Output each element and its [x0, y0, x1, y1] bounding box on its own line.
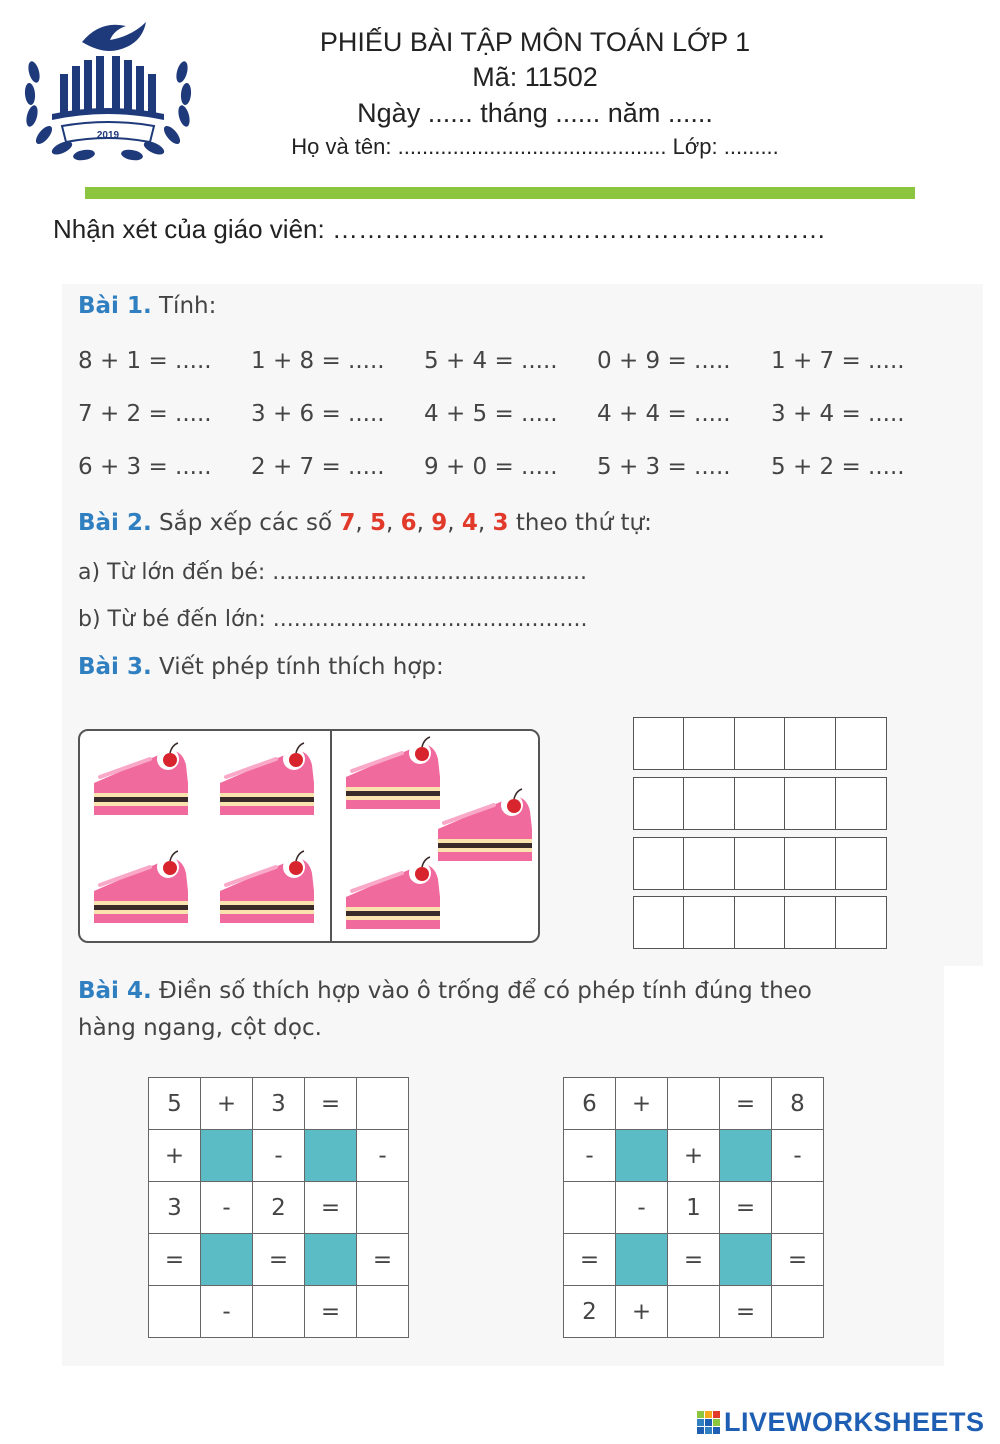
- grid-cell: =: [720, 1286, 772, 1338]
- calc-item: 6 + 3 = .....: [78, 454, 212, 480]
- calc-item: 4 + 5 = .....: [424, 401, 558, 427]
- exercise-4-text: Điền số thích hợp vào ô trống để có phép tính đúng theo: [159, 978, 812, 1004]
- exercise-4-heading: [78, 978, 812, 1004]
- exercise-3-text: Viết phép tính thích hợp:: [159, 654, 444, 680]
- calc-item: 1 + 8 = .....: [251, 348, 385, 374]
- exercise-3-number: Bài 3.: [78, 654, 152, 680]
- grid-row: [564, 1130, 824, 1182]
- cake-icon: [220, 743, 314, 815]
- answer-cell[interactable]: [633, 777, 685, 830]
- sort-number: 3: [492, 510, 509, 536]
- answer-cell[interactable]: [734, 896, 786, 949]
- calc-item: 4 + 4 = .....: [597, 401, 731, 427]
- grid-cell: 2: [253, 1182, 305, 1234]
- brand-text: LIVEWORKSHEETS: [724, 1407, 985, 1437]
- exercise-3-heading: [78, 654, 444, 680]
- grid-cell: 1: [668, 1182, 720, 1234]
- grid-cell: -: [772, 1130, 824, 1182]
- grid-cell: -: [201, 1182, 253, 1234]
- shaded-cell: [305, 1130, 357, 1182]
- grid-cell: =: [305, 1286, 357, 1338]
- answer-cell[interactable]: [683, 837, 735, 890]
- shaded-cell: [201, 1234, 253, 1286]
- answer-cell[interactable]: [633, 896, 685, 949]
- blank-answer-cell[interactable]: [772, 1286, 824, 1338]
- grid-row: [149, 1130, 409, 1182]
- calc-item: 7 + 2 = .....: [78, 401, 212, 427]
- blank-answer-cell[interactable]: [253, 1286, 305, 1338]
- shaded-cell: [720, 1234, 772, 1286]
- grid-cell: =: [305, 1182, 357, 1234]
- teacher-comment-line: Nhận xét của giáo viên: …………………………………………………: [53, 214, 826, 244]
- sort-ascending-line: b) Từ bé đến lớn: .............................................: [78, 607, 588, 632]
- header-divider: [85, 187, 915, 199]
- grid-row: [564, 1182, 824, 1234]
- answer-cell[interactable]: [784, 896, 836, 949]
- blank-answer-cell[interactable]: [668, 1286, 720, 1338]
- answer-cell[interactable]: [835, 777, 887, 830]
- answer-row: [634, 777, 887, 830]
- grid-cell: -: [253, 1130, 305, 1182]
- book-icon: [52, 56, 164, 120]
- grid-cell: 6: [564, 1078, 616, 1130]
- grid-cell: +: [149, 1130, 201, 1182]
- dove-icon: [82, 22, 146, 51]
- crossword-grid-2: [563, 1077, 824, 1338]
- blank-answer-cell[interactable]: [149, 1286, 201, 1338]
- shaded-cell: [616, 1130, 668, 1182]
- calc-item: 8 + 1 = .....: [78, 348, 212, 374]
- shaded-cell: [305, 1234, 357, 1286]
- grid-cell: -: [564, 1130, 616, 1182]
- cake-icon: [220, 851, 314, 923]
- calc-item: 0 + 9 = .....: [597, 348, 731, 374]
- answer-cell[interactable]: [784, 837, 836, 890]
- calc-item: 9 + 0 = .....: [424, 454, 558, 480]
- worksheet-code: Mã: 11502: [472, 62, 598, 92]
- cake-icon: [94, 851, 188, 923]
- sort-number: 9: [431, 510, 448, 536]
- liveworksheets-brand: [697, 1407, 985, 1438]
- answer-cell[interactable]: [784, 777, 836, 830]
- answer-cell[interactable]: [683, 777, 735, 830]
- answer-cell[interactable]: [835, 717, 887, 770]
- grid-cell: =: [253, 1234, 305, 1286]
- sort-number: 6: [400, 510, 417, 536]
- grid-cell: =: [305, 1078, 357, 1130]
- calc-item: 2 + 7 = .....: [251, 454, 385, 480]
- exercise-1-heading: [78, 293, 216, 319]
- grid-cell: +: [616, 1078, 668, 1130]
- sort-descending-line: a) Từ lớn đến bé: .............................................: [78, 560, 587, 585]
- grid-row: [149, 1234, 409, 1286]
- grid-row: [149, 1182, 409, 1234]
- grid-cell: 3: [253, 1078, 305, 1130]
- blank-answer-cell[interactable]: [772, 1182, 824, 1234]
- calc-item: 1 + 7 = .....: [771, 348, 905, 374]
- grid-cell: +: [668, 1130, 720, 1182]
- answer-cell[interactable]: [683, 717, 735, 770]
- grid-cell: 5: [149, 1078, 201, 1130]
- answer-cell[interactable]: [784, 717, 836, 770]
- grid-row: [149, 1286, 409, 1338]
- answer-cell[interactable]: [835, 837, 887, 890]
- calc-item: 5 + 3 = .....: [597, 454, 731, 480]
- grid-cell: =: [668, 1234, 720, 1286]
- exercise-4-number: Bài 4.: [78, 978, 152, 1004]
- answer-row: [634, 837, 887, 890]
- grid-cell: 8: [772, 1078, 824, 1130]
- grid-row: [564, 1078, 824, 1130]
- grid-cell: -: [616, 1182, 668, 1234]
- grid-cell: 2: [564, 1286, 616, 1338]
- exercise-1-number: Bài 1.: [78, 293, 152, 319]
- blank-answer-cell[interactable]: [357, 1286, 409, 1338]
- cake-icon: [438, 789, 532, 861]
- answer-cell[interactable]: [633, 837, 685, 890]
- grid-cell: -: [201, 1286, 253, 1338]
- logo-year: 2019: [96, 130, 120, 141]
- grid-row: [149, 1078, 409, 1130]
- answer-cell[interactable]: [734, 717, 786, 770]
- cake-illustration: [80, 733, 540, 941]
- name-class-line: Họ và tên: ............................................ Lớp: .........: [291, 134, 779, 159]
- worksheet-title: PHIẾU BÀI TẬP MÔN TOÁN LỚP 1: [319, 27, 751, 57]
- calc-item: 3 + 4 = .....: [771, 401, 905, 427]
- date-line: Ngày ...... tháng ...... năm ......: [357, 98, 713, 128]
- grid-cell: +: [616, 1286, 668, 1338]
- exercise-2-tail: theo thứ tự:: [515, 510, 652, 536]
- blank-answer-cell[interactable]: [357, 1182, 409, 1234]
- blank-answer-cell[interactable]: [668, 1078, 720, 1130]
- exercise-4-text-line2: hàng ngang, cột dọc.: [78, 1015, 322, 1041]
- answer-cell[interactable]: [633, 717, 685, 770]
- grid-cell: +: [201, 1078, 253, 1130]
- answer-cell[interactable]: [683, 896, 735, 949]
- grid-cell: =: [357, 1234, 409, 1286]
- cake-icon: [346, 737, 440, 809]
- exercise-2-heading: Bài 2. Sắp xếp các số 7, 5, 6, 9, 4, 3 theo thứ tự:: [78, 510, 652, 536]
- blank-answer-cell[interactable]: [564, 1182, 616, 1234]
- cake-icon: [94, 743, 188, 815]
- answer-cell[interactable]: [734, 777, 786, 830]
- shaded-cell: [616, 1234, 668, 1286]
- liveworksheets-logo-icon: [697, 1411, 721, 1435]
- calc-item: 5 + 4 = .....: [424, 348, 558, 374]
- cake-icon: [346, 857, 440, 929]
- answer-cell[interactable]: [734, 837, 786, 890]
- grid-cell: =: [772, 1234, 824, 1286]
- grid-cell: =: [720, 1078, 772, 1130]
- sort-number: 5: [369, 510, 386, 536]
- school-logo: [22, 14, 194, 164]
- crossword-grid-1: [148, 1077, 409, 1338]
- exercise-1-text: Tính:: [159, 293, 217, 319]
- blank-answer-cell[interactable]: [357, 1078, 409, 1130]
- exercise-2-number: Bài 2.: [78, 510, 152, 536]
- sort-number: 4: [461, 510, 478, 536]
- answer-row: [634, 896, 887, 949]
- sort-number: 7: [339, 510, 356, 536]
- grid-cell: -: [357, 1130, 409, 1182]
- exercise-2-text: Sắp xếp các số: [159, 510, 333, 536]
- grid-row: [564, 1286, 824, 1338]
- grid-cell: =: [564, 1234, 616, 1286]
- answer-cell[interactable]: [835, 896, 887, 949]
- calc-item: 3 + 6 = .....: [251, 401, 385, 427]
- answer-row: [634, 717, 887, 770]
- calc-item: 5 + 2 = .....: [771, 454, 905, 480]
- grid-cell: 3: [149, 1182, 201, 1234]
- shaded-cell: [201, 1130, 253, 1182]
- grid-row: [564, 1234, 824, 1286]
- grid-cell: =: [720, 1182, 772, 1234]
- grid-cell: =: [149, 1234, 201, 1286]
- shaded-cell: [720, 1130, 772, 1182]
